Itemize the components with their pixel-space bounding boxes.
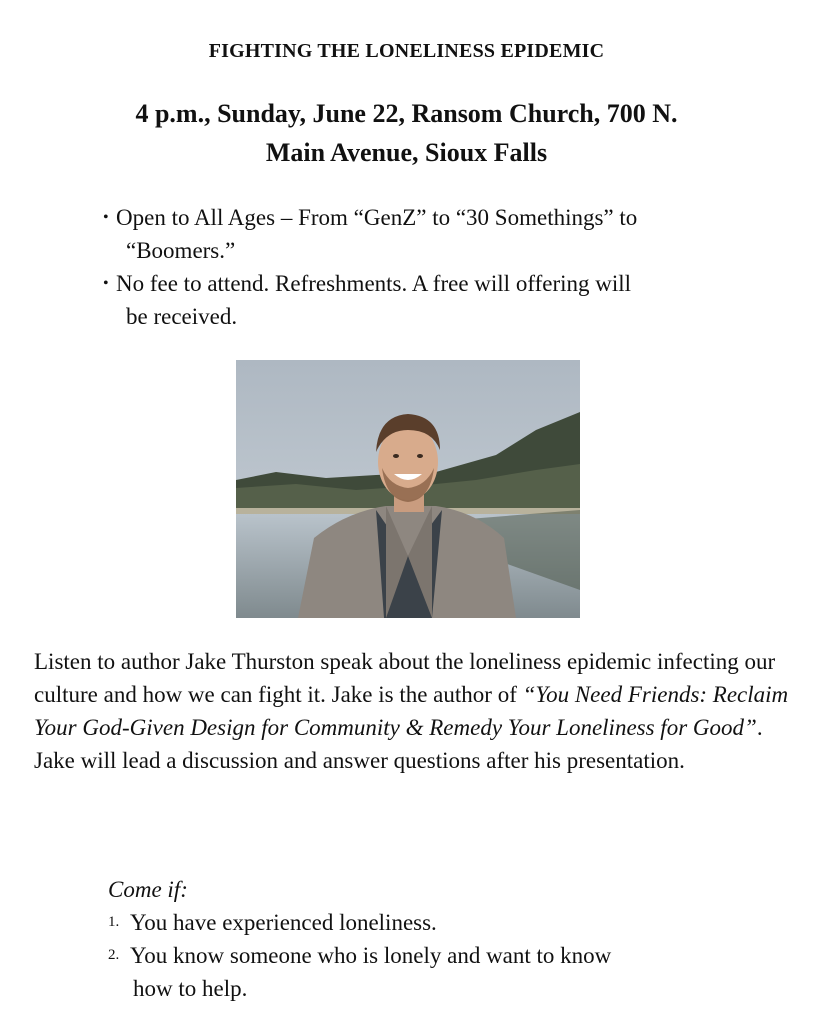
bullet-text-line-2: be received.: [126, 304, 238, 329]
item-number: 2.: [108, 947, 120, 963]
come-if-item: [108, 906, 788, 939]
bullet-text-line-2: “Boomers.”: [126, 238, 236, 263]
event-details: [0, 94, 813, 172]
event-details-line-1: 4 p.m., Sunday, June 22, Ransom Church, 700 N.: [135, 99, 678, 128]
bullet-item: [103, 267, 793, 333]
event-details-line-2: Main Avenue, Sioux Falls: [265, 138, 548, 167]
info-bullet-list: [103, 201, 793, 333]
item-text-line-1: You have experienced loneliness.: [130, 910, 437, 935]
come-if-heading: Come if:: [108, 877, 188, 902]
bullet-text-line-1: Open to All Ages – From “GenZ” to “30 Somethings” to: [116, 205, 638, 230]
bullet-text-line-1: No fee to attend. Refreshments. A free will offering will: [116, 271, 632, 296]
bullet-dot-icon: •: [103, 275, 109, 292]
item-text-line-1: You know someone who is lonely and want to know: [130, 943, 612, 968]
item-number: 1.: [108, 914, 120, 930]
come-if-item: [108, 939, 788, 1005]
bullet-item: [103, 201, 793, 267]
book-title: “You Need Friends: Reclaim Your God-Given Design for Community & Remedy Your Loneliness for Good”: [34, 682, 789, 740]
description-text-start: Listen to author Jake Thurston speak about the loneliness epidemic infecting our culture and how we can fight it. Jake is the author of: [34, 649, 776, 707]
flyer-title: FIGHTING THE LONELINESS EPIDEMIC: [208, 40, 605, 62]
item-text-line-2: how to help.: [133, 976, 248, 1001]
event-description: [34, 645, 794, 777]
speaker-photo: [236, 360, 580, 618]
description-text-end: . Jake will lead a discussion and answer questions after his presentation.: [34, 715, 763, 773]
come-if-section: [108, 873, 788, 1005]
bullet-dot-icon: •: [103, 209, 109, 226]
